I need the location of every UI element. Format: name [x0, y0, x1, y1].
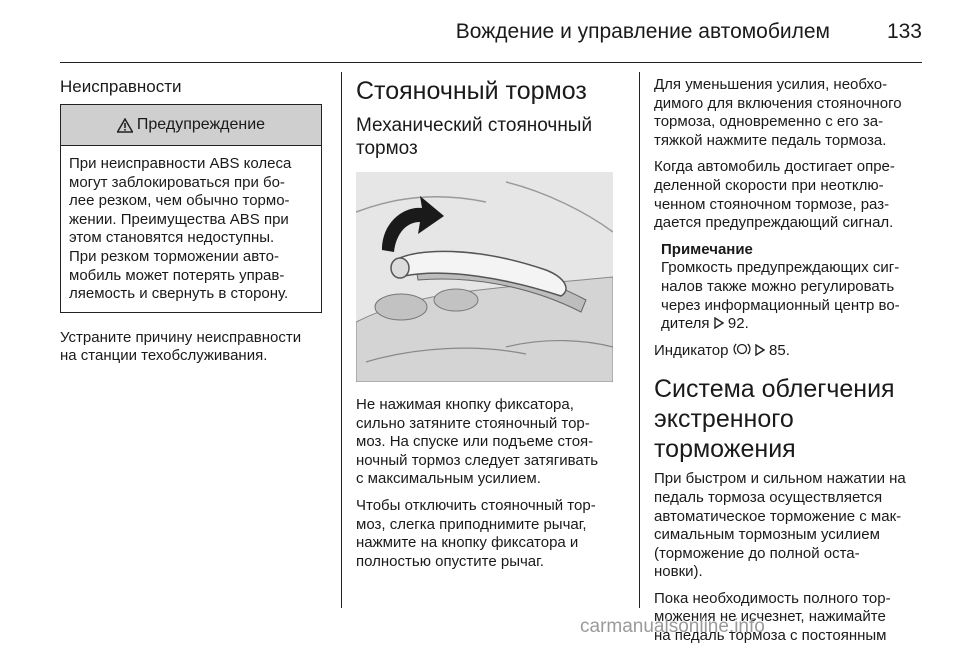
warning-header	[61, 105, 321, 146]
left-column	[60, 76, 330, 374]
note-text	[661, 259, 928, 333]
text-line: Когда автомобиль достигает опре-	[654, 158, 895, 176]
text-line: ночный тормоз следует затягивать	[356, 451, 599, 469]
text-line: симальным тормозным усилием	[654, 526, 880, 544]
parking-brake-release-paragraph	[356, 497, 628, 571]
brake-assist-paragraph	[654, 470, 928, 582]
note-page-reference[interactable]: 92.	[727, 315, 749, 333]
text-line: экстренного торможения	[654, 405, 796, 464]
text-line: жении. Преимущества ABS при	[69, 210, 289, 228]
text-line: димого для включения стояночного	[654, 94, 902, 112]
text-line: налов также можно регулировать	[661, 277, 895, 295]
text-line: можения не исчезнет, нажимайте	[654, 608, 886, 626]
text-line: ченном стояночном тормозе, раз-	[654, 195, 890, 213]
note-title: Примечание	[661, 240, 753, 258]
middle-column	[356, 76, 628, 579]
right-column	[654, 76, 928, 654]
text-line: ляемость и свернуть в сторону.	[69, 285, 289, 303]
section-heading-malfunctions: Неисправности	[60, 77, 182, 96]
malfunction-paragraph	[60, 329, 330, 366]
column-divider-1	[341, 72, 342, 608]
header-rule	[60, 62, 922, 63]
text-line: При быстром и сильном нажатии на	[654, 470, 906, 488]
note-last-line: дителя	[661, 315, 710, 333]
text-line: автоматическое торможение с мак-	[654, 507, 902, 525]
text-line: мобиль может потерять управ-	[69, 266, 285, 284]
subheading-mechanical-parking-brake	[356, 114, 628, 160]
page-header	[60, 18, 922, 48]
text-line: Не нажимая кнопку фиксатора,	[356, 396, 574, 413]
warning-text	[61, 146, 321, 312]
text-line: При неисправности ABS колеса	[69, 155, 292, 172]
section-heading-brake-assist	[654, 374, 928, 464]
text-line	[661, 315, 928, 334]
text-line: Громкость предупреждающих сиг-	[661, 259, 900, 277]
text-line: этом становятся недоступны.	[69, 229, 275, 247]
text-line: моз. На спуске или подъеме стоя-	[356, 433, 594, 451]
text-line: Пока необходимость полного тор-	[654, 589, 891, 607]
text-line: на станции техобслуживания.	[60, 347, 268, 365]
text-line: тяжкой нажмите педаль тормоза.	[654, 131, 887, 149]
page-number: 133	[886, 20, 922, 43]
text-line: Устраните причину неисправности	[60, 328, 302, 346]
text-line: моз, слегка приподнимите рычаг,	[356, 515, 587, 533]
text-line: лее резком, чем обычно тормо-	[69, 192, 290, 210]
warning-title: Предупреждение	[136, 116, 266, 133]
text-line: сильно затяните стояночный тор-	[356, 414, 590, 432]
text-line: При резком торможении авто-	[69, 247, 279, 265]
parking-brake-indicator-icon	[733, 342, 751, 356]
text-line: дается предупреждающий сигнал.	[654, 214, 894, 232]
indicator-line	[654, 342, 928, 361]
text-line: Для уменьшения усилия, необхо-	[654, 76, 888, 93]
text-line: Механический стояночный	[356, 115, 593, 136]
parking-brake-lever-figure	[356, 172, 613, 382]
page-reference-icon	[714, 317, 724, 329]
column-divider-2	[639, 72, 640, 608]
text-line: тормоза, одновременно с его за-	[654, 113, 884, 131]
text-line: (торможение до полной оста-	[654, 544, 860, 562]
text-line: тормоз	[356, 138, 418, 159]
warning-signal-paragraph	[654, 158, 928, 232]
text-line: с максимальным усилием.	[356, 470, 541, 488]
indicator-label: Индикатор	[654, 341, 729, 359]
watermark: carmanualsonline.info	[580, 616, 765, 637]
text-line: Система облегчения	[654, 375, 895, 404]
header-title: Вождение и управление автомобилем	[455, 20, 830, 43]
note-block	[654, 241, 928, 334]
text-line: на педаль тормоза с постоянным	[654, 627, 887, 645]
page-reference-icon	[755, 344, 765, 356]
text-line: нажмите на кнопку фиксатора и	[356, 534, 579, 552]
text-line: через информационный центр во-	[661, 296, 900, 314]
text-line: новки).	[654, 563, 703, 581]
text-line: педаль тормоза осуществляется	[654, 488, 883, 506]
text-line: Чтобы отключить стояночный тор-	[356, 496, 596, 514]
section-heading-parking-brake: Стояночный тормоз	[356, 77, 587, 105]
warning-triangle-icon	[117, 118, 133, 133]
text-line: полностью опустите рычаг.	[356, 552, 544, 570]
warning-box	[60, 104, 322, 313]
parking-brake-illustration	[356, 172, 613, 382]
brake-force-paragraph	[654, 76, 928, 150]
parking-brake-apply-paragraph	[356, 396, 628, 489]
indicator-page-reference[interactable]: 85.	[769, 341, 790, 359]
text-line: могут заблокироваться при бо-	[69, 173, 285, 191]
text-line: деленной скорости при неотклю-	[654, 176, 884, 194]
